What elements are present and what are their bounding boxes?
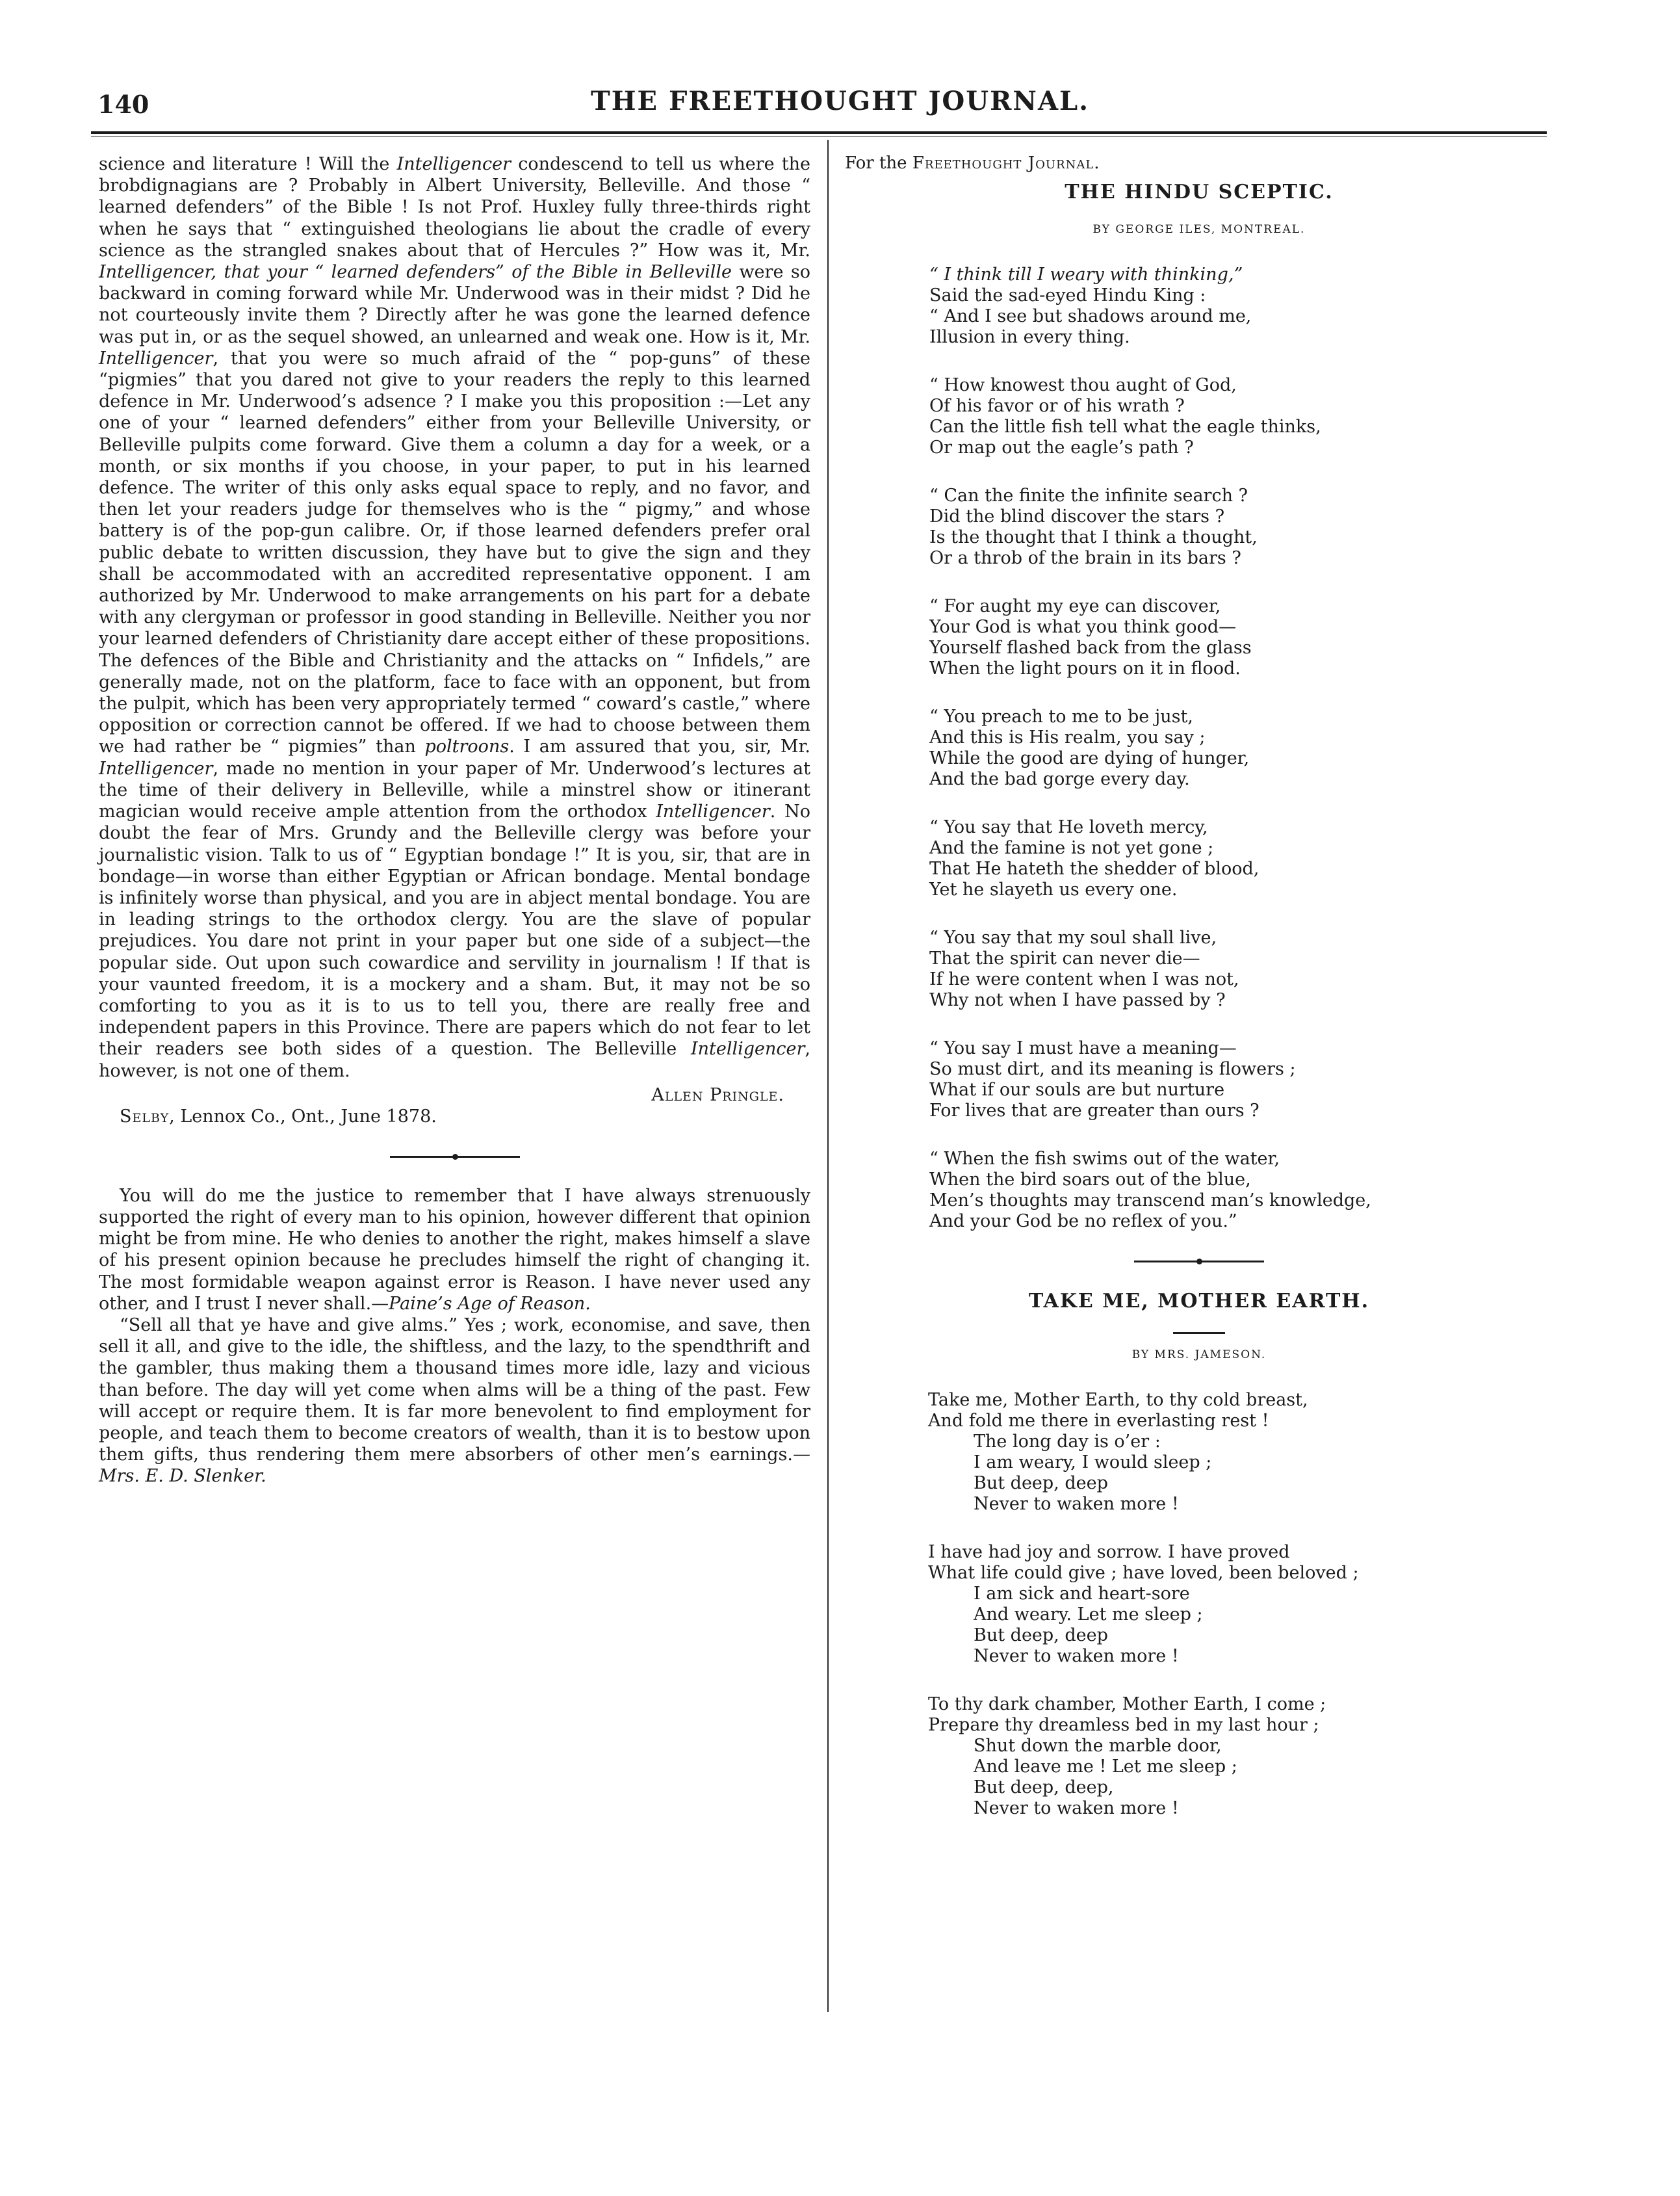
stanza bbox=[845, 596, 1553, 679]
left-column bbox=[99, 153, 810, 1487]
poem-line: Of his favor or of his wrath ? bbox=[929, 396, 1185, 416]
poem-line: Never to waken more ! bbox=[974, 1494, 1179, 1514]
poem-line: And weary. Let me sleep ; bbox=[974, 1604, 1203, 1625]
text-run: were so backward in coming forward while Mr. Underwood was in their midst ? Did he not courteously invite them ? Directly after he was gone the learned defence was put in, or as the sequel showed, an unlearned and weak one. How is it, Mr. bbox=[99, 262, 810, 347]
paine-quote bbox=[99, 1185, 810, 1314]
poem-line: Yourself flashed back from the glass bbox=[929, 638, 1252, 658]
stanza bbox=[845, 375, 1553, 458]
poem-line: What life could give ; have loved, been beloved ; bbox=[928, 1563, 1359, 1583]
letter-continuation bbox=[99, 153, 810, 1082]
poem-line: If he were content when I was not, bbox=[929, 969, 1239, 989]
poem-line: Yet he slayeth us every one. bbox=[929, 880, 1178, 900]
poem-line: Or a throb of the brain in its bars ? bbox=[929, 548, 1241, 568]
stanza bbox=[845, 1694, 1553, 1819]
text-run: , that you were so much afraid of the “ pop-guns” of these “pigmies” that you dared not give to your readers the reply to this learned defence in Mr. Underwood’s adsence ? I make you this proposition :—Let any one of your “ learned defenders” either from your Belleville University, or Belleville pulpits come forward. Give them a column a day for a week, or a month, or six months if you choose, in your paper, to put in his learned defence. The writer of this only asks equal space to reply, and no favor, and then let your readers judge for themselves who is the “ pigmy,” and whose battery is of the pop-gun calibre. Or, if those learned defenders prefer oral public debate to written discussion, they have but to give the sign and they shall be accommodated with an accredited representative opponent. I am authorized by Mr. Underwood to make arrangements on his part for a debate with any clergyman or professor in good standing in Belleville. Neither you nor your learned defenders of Christianity dare accept either of these propositions. The defences of the Bible and Christianity and the attacks on “ Infidels,” are generally made, not on the platform, face to face with an opponent, but from the pulpit, which has been very appropriately termed “ coward’s castle,” where opposition or correction cannot be offered. If we had to choose between them we had rather be “ pigmies” than bbox=[99, 348, 810, 757]
italic-text: Paine’s Age of Reason. bbox=[389, 1293, 591, 1314]
poem-line: And leave me ! Let me sleep ; bbox=[974, 1757, 1237, 1777]
poem-line: Illusion in every thing. bbox=[929, 327, 1130, 347]
italic-text: poltroons bbox=[424, 737, 510, 757]
poem-line: And your God be no reflex of you.” bbox=[929, 1211, 1237, 1231]
text-run: , made no mention in your paper of Mr. Underwood’s lectures at the time of their delivery in Belleville, while a minstrel show or itinerant magician would receive ample attention from the orthodox bbox=[99, 758, 810, 822]
poem-line: Never to waken more ! bbox=[974, 1646, 1179, 1666]
poem-line: When the bird soars out of the blue, bbox=[929, 1170, 1251, 1190]
right-column bbox=[845, 153, 1553, 1846]
poem-title-mother-earth: TAKE ME, MOTHER EARTH. bbox=[1028, 1290, 1370, 1313]
poem-line: “ You say that my soul shall live, bbox=[929, 928, 1217, 948]
column-divider bbox=[827, 140, 829, 2012]
poem-line: But deep, deep bbox=[974, 1473, 1108, 1493]
text-run: science and literature ! Will the bbox=[99, 154, 397, 174]
stanza bbox=[845, 1149, 1553, 1232]
italic-text: Intelligencer bbox=[656, 802, 770, 822]
poem-separator bbox=[1134, 1261, 1264, 1262]
poem-credit bbox=[845, 153, 1553, 173]
text-run: You will do me the justice to remember that I have always strenuously supported the right of every man to his opinion, however different that opinion might be from mine. He who denies to another the right, makes himself a slave of his present opinion because he precludes himself the right of changing it. The most formidable weapon against error is Reason. I have never used any other, and I trust I never shall.— bbox=[99, 1185, 810, 1314]
poem-line: Prepare thy dreamless bed in my last hour ; bbox=[928, 1715, 1319, 1735]
poem-line: Can the little fish tell what the eagle thinks, bbox=[929, 417, 1321, 437]
poem-line: That He hateth the shedder of blood, bbox=[929, 859, 1260, 879]
poem-line: Why not when I have passed by ? bbox=[929, 990, 1226, 1010]
poem-line: “ Can the finite the infinite search ? bbox=[929, 486, 1248, 506]
poem-line: And the famine is not yet gone ; bbox=[929, 838, 1214, 858]
italic-text: Intelligencer bbox=[99, 758, 213, 779]
stanza bbox=[845, 486, 1553, 569]
italic-text: Mrs. E. D. Slenker. bbox=[99, 1466, 266, 1487]
stanza bbox=[845, 817, 1553, 900]
text-run: . I am assured that you, sir, Mr. bbox=[509, 737, 810, 757]
letter-paragraph bbox=[99, 153, 810, 1082]
poem-line: Never to waken more ! bbox=[974, 1798, 1179, 1818]
quotations bbox=[99, 1185, 810, 1487]
page-number: 140 bbox=[97, 90, 149, 119]
poem-line: Did the blind discover the stars ? bbox=[929, 506, 1225, 527]
poem-line: So must dirt, and its meaning is flowers ; bbox=[929, 1059, 1296, 1079]
poem-byline-jameson: BY MRS. JAMESON. bbox=[1131, 1348, 1267, 1361]
poem-line: Is the thought that I think a thought, bbox=[929, 527, 1258, 547]
poem-line: “ I think till I weary with thinking,” bbox=[929, 265, 1243, 285]
stanza bbox=[845, 928, 1553, 1011]
text-run: . No doubt the fear of Mrs. Grundy and the Belleville clergy was before your journalistic vision. Talk to us of “ Egyptian bondage !” It is you, sir, that are in bondage—in worse than either Egyptian or African bondage. Mental bondage is infinitely worse than physical, and you are in abject mental bondage. You are in leading strings to the orthodox clergy. You are the slave of popular prejudices. You dare not print in your paper but one side of a subject—the popular side. Out upon such cowardice and servility in journalism ! If that is your vaunted freedom, it is a mockery and a sham. But, it may not be so comforting to you as it is to us to tell you, there are really free and independent papers in this Province. There are papers which do not fear to let their readers see both sides of a question. The Belleville bbox=[99, 802, 811, 1060]
italic-text: Intelligencer bbox=[99, 348, 213, 369]
section-separator bbox=[390, 1156, 520, 1158]
poem-line: Take me, Mother Earth, to thy cold breast, bbox=[928, 1390, 1308, 1410]
stanza bbox=[845, 1542, 1553, 1667]
poem-line: “ How knowest thou aught of God, bbox=[929, 375, 1237, 395]
text-run: “Sell all that ye have and give alms.” Yes ; work, economise, and save, then sell it all, and give to the idle, the shiftless, and the lazy, to the spendthrift and the gambler, thus making them a thousand times more idle, lazy and vicious than before. The day will yet come when alms will be a thing of the past. Few will accept or require them. It is far more benevolent to find employment for people, and teach them to become creators of wealth, than it is to bestow upon them gifts, thus rendering them mere absorbers of other men’s earnings.— bbox=[99, 1314, 810, 1465]
poem-line: “ And I see but shadows around me, bbox=[929, 306, 1252, 326]
dateline-rest: , Lennox Co., Ont., June 1878. bbox=[169, 1106, 437, 1127]
stanza bbox=[845, 1038, 1553, 1121]
poem-line: “ When the fish swims out of the water, bbox=[929, 1149, 1280, 1169]
poem-line: Or map out the eagle’s path ? bbox=[929, 438, 1194, 458]
stanza bbox=[845, 1390, 1553, 1515]
poem-line: For lives that are greater than ours ? bbox=[929, 1101, 1260, 1121]
stanza bbox=[845, 265, 1553, 348]
text-run: condescend to tell us where the brobdignagians are ? Probably in Albert University, Belleville. And those “ learned defenders” of the Bible ! Is not Prof. Huxley fully three-thirds right when he says that “ extinguished theologians lie about the cradle of every science as the strangled snakes about that of Hercules ?” How was it, Mr. bbox=[99, 154, 810, 261]
poem-line: “ For aught my eye can discover, bbox=[929, 596, 1221, 616]
letter-dateline bbox=[120, 1106, 810, 1127]
poem-line: “ You say that He loveth mercy, bbox=[929, 817, 1208, 837]
poem-line: Said the sad-eyed Hindu King : bbox=[929, 285, 1206, 306]
credit-journal-name: Freethought Journal. bbox=[912, 153, 1100, 173]
poem-line: And the bad gorge every day. bbox=[929, 769, 1190, 789]
italic-text: Intelligencer bbox=[396, 154, 511, 174]
italic-text: Intelligencer, that your “ learned defenders” of the Bible in Belleville bbox=[99, 262, 732, 283]
poem-line: To thy dark chamber, Mother Earth, I come ; bbox=[928, 1694, 1326, 1714]
poem-line: That the spirit can never die— bbox=[929, 948, 1200, 969]
header-rule bbox=[91, 131, 1547, 134]
credit-prefix: For the bbox=[845, 153, 912, 173]
poem-byline-iles: BY GEORGE ILES, MONTREAL. bbox=[1092, 223, 1306, 236]
title-rule bbox=[1173, 1332, 1225, 1334]
poem-line: The long day is o’er : bbox=[974, 1431, 1161, 1452]
poem-line: I have had joy and sorrow. I have proved bbox=[928, 1542, 1290, 1562]
journal-title: THE FREETHOUGHT JOURNAL. bbox=[590, 86, 1090, 116]
poem-line: Shut down the marble door, bbox=[974, 1736, 1222, 1756]
italic-text: Intelligencer bbox=[690, 1039, 805, 1060]
text-run: , however, is not one of them. bbox=[99, 1039, 810, 1081]
dateline-place: Selby bbox=[120, 1106, 170, 1127]
poem-hindu-sceptic bbox=[845, 265, 1553, 1232]
poem-line: But deep, deep bbox=[974, 1625, 1108, 1645]
poem-title-hindu-sceptic: THE HINDU SCEPTIC. bbox=[1065, 181, 1334, 203]
poem-line: And fold me there in everlasting rest ! bbox=[928, 1411, 1269, 1431]
letter-signature: Allen Pringle. bbox=[651, 1084, 784, 1105]
poem-line: But deep, deep, bbox=[974, 1777, 1114, 1797]
poem-line: I am sick and heart-sore bbox=[974, 1584, 1190, 1604]
poem-line: Your God is what you think good— bbox=[929, 617, 1237, 637]
poem-line: “ You preach to me to be just, bbox=[929, 707, 1193, 727]
slenker-quote bbox=[99, 1314, 810, 1487]
poem-mother-earth bbox=[845, 1390, 1553, 1819]
poem-line: When the light pours on it in flood. bbox=[929, 659, 1241, 679]
poem-line: And this is His realm, you say ; bbox=[929, 727, 1206, 748]
poem-line: “ You say I must have a meaning— bbox=[929, 1038, 1237, 1058]
poem-line: What if our souls are but nurture bbox=[929, 1080, 1225, 1100]
stanza bbox=[845, 707, 1553, 790]
poem-line: While the good are dying of hunger, bbox=[929, 748, 1250, 768]
poem-line: Men’s thoughts may transcend man’s knowledge, bbox=[929, 1190, 1371, 1210]
poem-line: I am weary, I would sleep ; bbox=[974, 1452, 1212, 1472]
